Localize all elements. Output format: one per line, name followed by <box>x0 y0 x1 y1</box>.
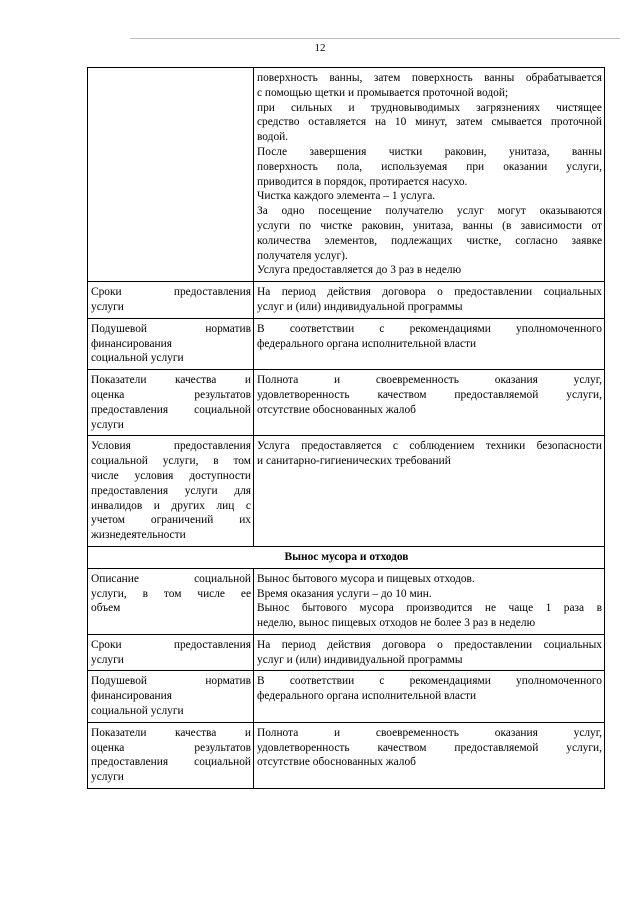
label-line: учетом ограничений их <box>91 514 251 527</box>
value-line: Вынос бытового мусора производится не чаще 1 раза в <box>257 602 602 615</box>
label-line: Показатели качества и <box>91 726 251 739</box>
table-row <box>88 722 605 788</box>
row-value <box>254 568 605 634</box>
row-value <box>254 282 605 319</box>
label-line: инвалидов и других лиц с <box>91 499 251 512</box>
value-line: Услуга предоставляется с соблюдением техники безопасности <box>257 440 602 453</box>
label-line: Сроки предоставления <box>91 286 251 299</box>
value-line: неделю, вынос пищевых отходов не более 3 раз в неделю <box>257 617 536 630</box>
row-label <box>88 722 254 788</box>
label-line: Условия предоставления <box>91 440 251 453</box>
label-line: услуги, в том числе ее <box>91 587 251 600</box>
label-line: объем <box>91 602 121 615</box>
label-line: предоставления социальной <box>91 756 251 769</box>
value-line: средство оставляется на 10 минут, затем смывается проточной <box>257 116 602 129</box>
value-line: услуг и (или) индивидуальной программы <box>257 300 463 313</box>
label-line: предоставления услуги для <box>91 484 251 497</box>
value-line: с помощью щетки и промывается проточной водой; <box>257 86 509 99</box>
label-line: Подушевой норматив <box>91 322 251 335</box>
value-line: Время оказания услуги – до 10 мин. <box>257 587 432 600</box>
table-row <box>88 671 605 722</box>
table-row <box>88 318 605 369</box>
label-line: оценка результатов <box>91 741 251 754</box>
value-line: при сильных и трудновыводимых загрязнениях чистящее <box>257 101 602 114</box>
table-row <box>88 568 605 634</box>
header-rule <box>130 38 620 39</box>
value-line: приводится в порядок, протирается насухо. <box>257 175 468 188</box>
value-line: Чистка каждого элемента – 1 услуга. <box>257 190 436 203</box>
label-line: услуги <box>91 653 124 666</box>
value-line: В соответствии с рекомендациями уполномоченного <box>257 675 602 688</box>
row-label <box>88 436 254 547</box>
label-line: жизнедеятельности <box>91 529 186 542</box>
row-label <box>88 671 254 722</box>
value-line: количества элементов, подлежащих чистке, согласно заявке <box>257 234 602 247</box>
value-line: Вынос бытового мусора и пищевых отходов. <box>257 572 475 585</box>
section-row <box>88 546 605 568</box>
row-value <box>254 318 605 369</box>
value-line: и санитарно-гигиенических требований <box>257 455 451 468</box>
label-line: финансирования <box>91 690 172 703</box>
row-value <box>254 370 605 436</box>
label-line: Подушевой норматив <box>91 675 251 688</box>
value-line: Полнота и своевременность оказания услуг, <box>257 726 602 739</box>
value-line: услуг и (или) индивидуальной программы <box>257 653 463 666</box>
row-label <box>88 68 254 282</box>
value-line: На период действия договора о предоставлении социальных <box>257 638 602 651</box>
label-line: предоставления социальной <box>91 403 251 416</box>
table-row <box>88 436 605 547</box>
label-line: Показатели качества и <box>91 374 251 387</box>
row-value <box>254 634 605 671</box>
row-value <box>254 722 605 788</box>
label-line: услуги <box>91 771 124 784</box>
section-title: Вынос мусора и отходов <box>88 546 605 568</box>
value-line: отсутствие обоснованных жалоб <box>257 756 416 769</box>
label-line: оценка результатов <box>91 388 251 401</box>
value-line: За одно посещение получателю услуг могут оказываются <box>257 205 602 218</box>
label-line: социальной услуги, в том <box>91 455 251 468</box>
value-line: услуги по чистке раковин, унитаза, ванны (в зависимости от <box>257 219 602 232</box>
value-line: поверхность пола, используемая при оказании услуги, <box>257 160 602 173</box>
value-line: В соответствии с рекомендациями уполномоченного <box>257 322 602 335</box>
table-row <box>88 68 605 282</box>
row-label <box>88 370 254 436</box>
table-row <box>88 282 605 319</box>
label-line: услуги <box>91 300 124 313</box>
value-line: водой. <box>257 131 289 144</box>
row-value <box>254 436 605 547</box>
row-value <box>254 68 605 282</box>
label-line: числе условия доступности <box>91 469 251 482</box>
services-table-body <box>88 68 605 789</box>
row-label <box>88 634 254 671</box>
value-line: поверхность ванны, затем поверхность ванны обрабатывается <box>257 72 602 84</box>
page-number: 12 <box>314 42 326 54</box>
row-label <box>88 318 254 369</box>
value-line: удовлетворенность качеством предоставляемой услуги, <box>257 741 602 754</box>
value-line: федерального органа исполнительной власти <box>257 337 477 350</box>
label-line: социальной услуги <box>91 705 184 718</box>
table-row <box>88 370 605 436</box>
value-line: удовлетворенность качеством предоставляемой услуги, <box>257 388 602 401</box>
label-line: Сроки предоставления <box>91 638 251 651</box>
value-line: федерального органа исполнительной власти <box>257 690 477 703</box>
value-line: отсутствие обоснованных жалоб <box>257 403 416 416</box>
value-line: Полнота и своевременность оказания услуг, <box>257 374 602 387</box>
row-label <box>88 282 254 319</box>
value-line: получателя услуг). <box>257 249 348 262</box>
value-line: Услуга предоставляется до 3 раз в неделю <box>257 264 462 277</box>
services-table <box>87 67 605 789</box>
label-line: Описание социальной <box>91 572 251 585</box>
value-line: На период действия договора о предоставлении социальных <box>257 286 602 299</box>
label-line: социальной услуги <box>91 352 184 365</box>
row-value <box>254 671 605 722</box>
label-line: финансирования <box>91 337 172 350</box>
label-line: услуги <box>91 418 124 431</box>
row-label <box>88 568 254 634</box>
value-line: После завершения чистки раковин, унитаза, ванны <box>257 145 602 158</box>
table-row <box>88 634 605 671</box>
